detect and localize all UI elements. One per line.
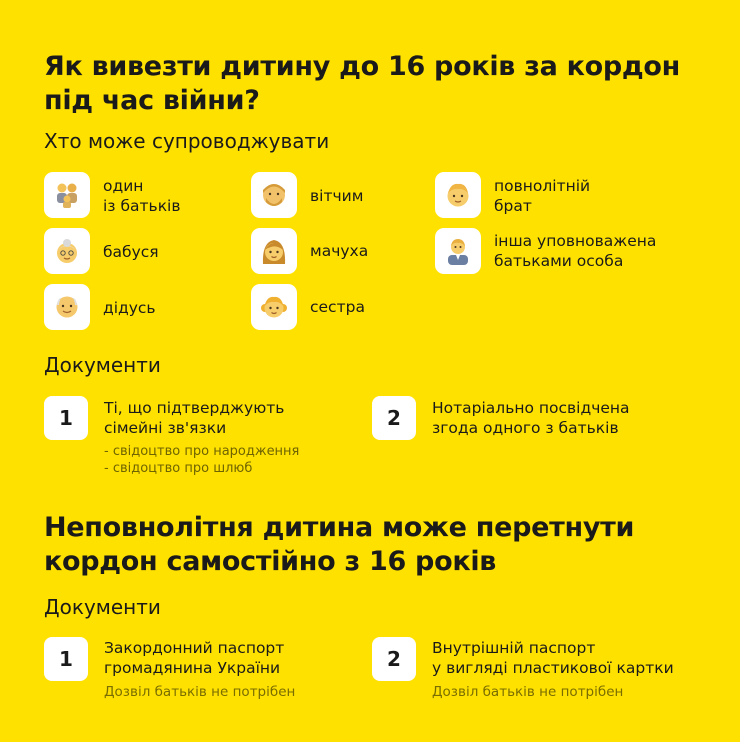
doc1-title-1: Ті, що підтверджують сімейні зв'язки: [104, 399, 285, 437]
doc1-subitems: [104, 443, 299, 477]
grandfather-icon: [44, 284, 90, 330]
woman-icon: [251, 228, 297, 274]
doc2-note-1: Дозвіл батьків не потрібен: [104, 684, 296, 700]
girl-icon: [251, 284, 297, 330]
doc1-subitem-marriage-certificate: - свідоцтво про шлюб: [104, 461, 253, 476]
section-title-2-line-1: Неповнолітня дитина може перетнути: [44, 512, 635, 543]
companion-label-parent: один із батьків: [103, 177, 181, 215]
doc1-number-1: 1: [44, 396, 88, 440]
doc2-title-2: Внутрішній паспорт у вигляді пластикової картки: [432, 639, 674, 677]
doc2-number-2: 2: [372, 637, 416, 681]
boy-icon: [435, 172, 481, 218]
companion-label-sister: сестра: [310, 298, 365, 316]
companion-label-grandmother: бабуся: [103, 243, 159, 261]
companion-label-stepmother: мачуха: [310, 242, 369, 260]
companion-label-brother: повнолітній брат: [494, 177, 591, 215]
companion-label-stepfather: вітчим: [310, 187, 364, 205]
doc2-note-2: Дозвіл батьків не потрібен: [432, 684, 624, 700]
family-icon: [44, 172, 90, 218]
main-title-line-2: під час війни?: [44, 85, 260, 116]
office-worker-icon: [435, 228, 481, 274]
companions-heading: Хто може супроводжувати: [44, 129, 330, 153]
doc1-subitem-birth-certificate: - свідоцтво про народження: [104, 444, 300, 459]
doc2-number-1: 1: [44, 637, 88, 681]
man-icon: [251, 172, 297, 218]
documents-heading-1: Документи: [44, 353, 161, 377]
main-title-line-1: Як вивезти дитину до 16 років за кордон: [44, 51, 681, 82]
section-title-2: [44, 511, 634, 579]
doc1-title-2: Нотаріально посвідчена згода одного з батьків: [432, 399, 630, 437]
doc1-number-2: 2: [372, 396, 416, 440]
doc2-title-1: Закордонний паспорт громадянина України: [104, 639, 285, 677]
main-title: [44, 50, 680, 118]
section-title-2-line-2: кордон самостійно з 16 років: [44, 546, 497, 577]
companion-label-grandfather: дідусь: [103, 299, 156, 317]
companion-label-authorized-person: інша уповноважена батьками особа: [494, 232, 657, 270]
grandmother-icon: [44, 228, 90, 274]
documents-heading-2: Документи: [44, 595, 161, 619]
